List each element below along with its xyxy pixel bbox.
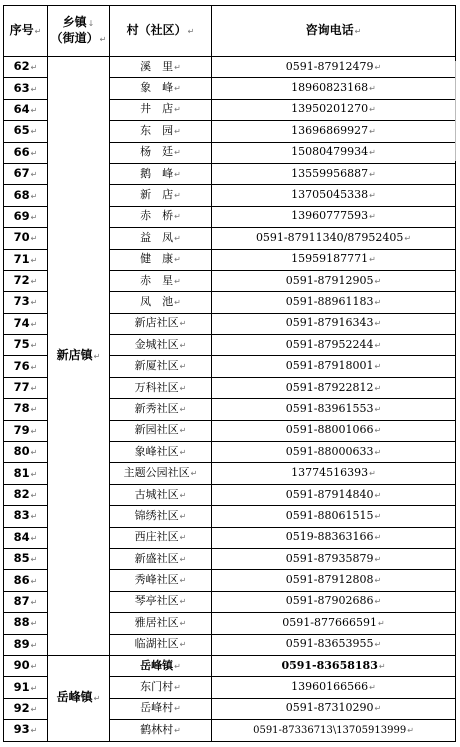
row-number: 90↵ bbox=[4, 655, 48, 676]
village-cell: 秀峰社区↵ bbox=[110, 570, 212, 591]
row-number: 76↵ bbox=[4, 356, 48, 377]
paragraph-mark-icon: ↵ bbox=[174, 62, 181, 72]
paragraph-mark-icon: ↵ bbox=[190, 469, 198, 479]
paragraph-mark-icon: ↵ bbox=[174, 233, 181, 243]
phone-cell: 15080479934↵ bbox=[212, 142, 456, 163]
phone-cell: 0591-87912905↵ bbox=[212, 270, 456, 291]
phone-cell: 13960166566↵ bbox=[212, 677, 456, 698]
row-number: 74↵ bbox=[4, 313, 48, 334]
paragraph-mark-icon: ↵ bbox=[179, 404, 187, 414]
paragraph-mark-icon: ↵ bbox=[174, 276, 181, 286]
paragraph-mark-icon: ↵ bbox=[174, 105, 181, 115]
row-number: 68↵ bbox=[4, 185, 48, 206]
village-cell: 鹤林村↵ bbox=[110, 720, 212, 741]
paragraph-mark-icon: ↵ bbox=[374, 533, 382, 543]
paragraph-mark-icon: ↵ bbox=[30, 191, 38, 201]
row-number: 63↵ bbox=[4, 78, 48, 99]
row-number: 82↵ bbox=[4, 484, 48, 505]
village-cell: 万科社区↵ bbox=[110, 377, 212, 398]
paragraph-mark-icon: ↵ bbox=[30, 597, 38, 607]
header-town: 乡镇↓ （街道）↵ bbox=[48, 6, 110, 57]
village-cell: 临湖社区↵ bbox=[110, 634, 212, 655]
paragraph-mark-icon: ↵ bbox=[174, 661, 181, 671]
paragraph-mark-icon: ↵ bbox=[179, 640, 187, 650]
paragraph-mark-icon: ↵ bbox=[374, 511, 382, 521]
table-row bbox=[4, 655, 456, 676]
row-number: 75↵ bbox=[4, 335, 48, 356]
paragraph-mark-icon: ↵ bbox=[179, 383, 187, 393]
row-number: 93↵ bbox=[4, 720, 48, 741]
paragraph-mark-icon: ↵ bbox=[174, 725, 181, 735]
paragraph-mark-icon: ↵ bbox=[30, 662, 38, 672]
paragraph-mark-icon: ↵ bbox=[179, 319, 187, 329]
paragraph-mark-icon: ↵ bbox=[30, 640, 38, 650]
paragraph-mark-icon: ↵ bbox=[30, 469, 38, 479]
paragraph-mark-icon: ↵ bbox=[30, 63, 38, 73]
paragraph-mark-icon: ↵ bbox=[374, 362, 382, 372]
phone-cell: 0591-83658183↵ bbox=[212, 655, 456, 676]
row-number: 79↵ bbox=[4, 420, 48, 441]
village-cell: 赤 桥↵ bbox=[110, 206, 212, 227]
village-cell: 东门村↵ bbox=[110, 677, 212, 698]
paragraph-mark-icon: ↵ bbox=[374, 340, 382, 350]
row-number: 92↵ bbox=[4, 698, 48, 719]
paragraph-mark-icon: ↵ bbox=[30, 298, 38, 308]
village-cell: 古城社区↵ bbox=[110, 484, 212, 505]
paragraph-mark-icon: ↵ bbox=[378, 661, 386, 671]
phone-cell: 0591-87911340/87952405↵ bbox=[212, 228, 456, 249]
paragraph-mark-icon: ↵ bbox=[93, 694, 101, 704]
paragraph-mark-icon: ↵ bbox=[174, 297, 181, 307]
village-cell: 金城社区↵ bbox=[110, 335, 212, 356]
paragraph-mark-icon: ↵ bbox=[369, 169, 376, 179]
phone-cell: 0591-87914840↵ bbox=[212, 484, 456, 505]
paragraph-mark-icon: ↵ bbox=[374, 704, 382, 714]
phone-cell: 0591-87952244↵ bbox=[212, 335, 456, 356]
row-number: 80↵ bbox=[4, 442, 48, 463]
paragraph-mark-icon: ↵ bbox=[374, 319, 382, 329]
phone-cell: 13960777593↵ bbox=[212, 206, 456, 227]
phone-cell: 0591-877666591↵ bbox=[212, 613, 456, 634]
paragraph-mark-icon: ↵ bbox=[30, 683, 38, 693]
row-number: 62↵ bbox=[4, 57, 48, 78]
paragraph-mark-icon: ↵ bbox=[174, 683, 181, 693]
paragraph-mark-icon: ↵ bbox=[374, 426, 382, 436]
contact-table-sheet bbox=[3, 5, 455, 742]
paragraph-mark-icon: ↵ bbox=[369, 212, 376, 222]
paragraph-mark-icon: ↵ bbox=[374, 383, 382, 393]
paragraph-mark-icon: ↵ bbox=[369, 683, 376, 693]
paragraph-mark-icon: ↵ bbox=[174, 84, 181, 94]
header-row bbox=[4, 6, 456, 57]
paragraph-mark-icon: ↵ bbox=[369, 84, 376, 94]
row-number: 73↵ bbox=[4, 292, 48, 313]
village-cell: 新 店↵ bbox=[110, 185, 212, 206]
phone-cell: 0591-88001066↵ bbox=[212, 420, 456, 441]
village-cell: 新秀社区↵ bbox=[110, 399, 212, 420]
row-number: 88↵ bbox=[4, 613, 48, 634]
phone-cell: 18960823168↵ bbox=[212, 78, 456, 99]
village-cell: 岳峰村↵ bbox=[110, 698, 212, 719]
phone-cell: 0591-87310290↵ bbox=[212, 698, 456, 719]
paragraph-mark-icon: ↵ bbox=[179, 340, 187, 350]
village-cell: 凤 池↵ bbox=[110, 292, 212, 313]
paragraph-mark-icon: ↵ bbox=[374, 554, 382, 564]
phone-cell: 0591-87902686↵ bbox=[212, 591, 456, 612]
paragraph-mark-icon: ↵ bbox=[374, 62, 382, 72]
paragraph-mark-icon: ↵ bbox=[179, 362, 187, 372]
phone-cell: 0591-88961183↵ bbox=[212, 292, 456, 313]
paragraph-mark-icon: ↵ bbox=[30, 426, 38, 436]
paragraph-mark-icon: ↵ bbox=[374, 576, 382, 586]
paragraph-mark-icon: ↵ bbox=[30, 170, 38, 180]
right-edge-line bbox=[455, 61, 456, 161]
paragraph-mark-icon: ↵ bbox=[404, 233, 412, 243]
phone-cell: 0591-87912808↵ bbox=[212, 570, 456, 591]
phone-cell: 0519-88363166↵ bbox=[212, 527, 456, 548]
row-number: 72↵ bbox=[4, 270, 48, 291]
phone-cell: 0591-88000633↵ bbox=[212, 442, 456, 463]
paragraph-mark-icon: ↵ bbox=[30, 148, 38, 158]
row-number: 81↵ bbox=[4, 463, 48, 484]
phone-cell: 13559956887↵ bbox=[212, 163, 456, 184]
header-no: 序号↵ bbox=[4, 6, 48, 57]
paragraph-mark-icon: ↵ bbox=[30, 362, 38, 372]
village-cell: 新厦社区↵ bbox=[110, 356, 212, 377]
phone-cell: 0591-87935879↵ bbox=[212, 548, 456, 569]
paragraph-mark-icon: ↵ bbox=[30, 726, 38, 736]
paragraph-mark-icon: ↵ bbox=[374, 297, 382, 307]
paragraph-mark-icon: ↵ bbox=[174, 126, 181, 136]
paragraph-mark-icon: ↵ bbox=[369, 126, 376, 136]
paragraph-mark-icon: ↵ bbox=[174, 212, 181, 222]
paragraph-mark-icon: ↵ bbox=[179, 426, 187, 436]
row-number: 77↵ bbox=[4, 377, 48, 398]
phone-cell: 13696869927↵ bbox=[212, 121, 456, 142]
town-cell: 新店镇↵ bbox=[48, 57, 110, 656]
phone-cell: 0591-87336713\13705913999↵ bbox=[212, 720, 456, 741]
paragraph-mark-icon: ↵ bbox=[179, 597, 187, 607]
paragraph-mark-icon: ↵ bbox=[369, 191, 376, 201]
row-number: 64↵ bbox=[4, 99, 48, 120]
row-number: 87↵ bbox=[4, 591, 48, 612]
paragraph-mark-icon: ↵ bbox=[30, 491, 38, 500]
paragraph-mark-icon: ↵ bbox=[30, 704, 38, 714]
row-number: 91↵ bbox=[4, 677, 48, 698]
village-cell: 象峰社区↵ bbox=[110, 442, 212, 463]
row-number: 69↵ bbox=[4, 206, 48, 227]
village-cell: 雅居社区↵ bbox=[110, 613, 212, 634]
village-cell: 主题公园社区↵ bbox=[110, 463, 212, 484]
village-cell: 西庄社区↵ bbox=[110, 527, 212, 548]
paragraph-mark-icon: ↵ bbox=[174, 191, 181, 201]
paragraph-mark-icon: ↵ bbox=[179, 490, 187, 500]
village-cell: 杨 廷↵ bbox=[110, 142, 212, 163]
row-number: 70↵ bbox=[4, 228, 48, 249]
paragraph-mark-icon: ↵ bbox=[30, 212, 38, 222]
phone-cell: 0591-87916343↵ bbox=[212, 313, 456, 334]
phone-cell: 13950201270↵ bbox=[212, 99, 456, 120]
row-number: 78↵ bbox=[4, 399, 48, 420]
paragraph-mark-icon: ↵ bbox=[369, 105, 376, 115]
paragraph-mark-icon: ↵ bbox=[369, 255, 376, 265]
phone-cell: 0591-83961553↵ bbox=[212, 399, 456, 420]
town-cell: 岳峰镇↵ bbox=[48, 655, 110, 741]
paragraph-mark-icon: ↵ bbox=[30, 405, 38, 415]
row-number: 89↵ bbox=[4, 634, 48, 655]
phone-cell: 13774516393↵ bbox=[212, 463, 456, 484]
village-cell: 琴亭社区↵ bbox=[110, 591, 212, 612]
header-village: 村（社区）↵ bbox=[110, 6, 212, 57]
paragraph-mark-icon: ↵ bbox=[179, 511, 187, 521]
paragraph-mark-icon: ↵ bbox=[374, 404, 382, 414]
paragraph-mark-icon: ↵ bbox=[179, 554, 187, 564]
paragraph-mark-icon: ↵ bbox=[30, 255, 38, 265]
phone-cell: 0591-87922812↵ bbox=[212, 377, 456, 398]
paragraph-mark-icon: ↵ bbox=[407, 725, 414, 735]
paragraph-mark-icon: ↵ bbox=[179, 447, 187, 457]
paragraph-mark-icon: ↵ bbox=[374, 597, 382, 607]
paragraph-mark-icon: ↵ bbox=[30, 555, 38, 565]
paragraph-mark-icon: ↵ bbox=[174, 169, 181, 179]
row-number: 84↵ bbox=[4, 527, 48, 548]
village-cell: 健 康↵ bbox=[110, 249, 212, 270]
paragraph-mark-icon: ↵ bbox=[93, 351, 101, 361]
paragraph-mark-icon: ↵ bbox=[374, 447, 382, 457]
paragraph-mark-icon: ↵ bbox=[30, 619, 38, 629]
phone-cell: 0591-88061515↵ bbox=[212, 506, 456, 527]
paragraph-mark-icon: ↵ bbox=[30, 512, 38, 522]
header-phone: 咨询电话↵ bbox=[212, 6, 456, 57]
paragraph-mark-icon: ↵ bbox=[179, 618, 187, 628]
village-cell: 锦绣社区↵ bbox=[110, 506, 212, 527]
paragraph-mark-icon: ↵ bbox=[174, 255, 181, 265]
paragraph-mark-icon: ↵ bbox=[374, 640, 382, 650]
paragraph-mark-icon: ↵ bbox=[30, 341, 38, 351]
paragraph-mark-icon: ↵ bbox=[30, 127, 38, 137]
row-number: 83↵ bbox=[4, 506, 48, 527]
row-number: 71↵ bbox=[4, 249, 48, 270]
village-cell: 岳峰镇↵ bbox=[110, 655, 212, 676]
paragraph-mark-icon: ↵ bbox=[30, 84, 38, 94]
paragraph-mark-icon: ↵ bbox=[30, 234, 38, 244]
village-cell: 东 园↵ bbox=[110, 121, 212, 142]
village-cell: 溪 里↵ bbox=[110, 57, 212, 78]
paragraph-mark-icon: ↵ bbox=[30, 277, 38, 287]
paragraph-mark-icon: ↵ bbox=[30, 533, 38, 543]
paragraph-mark-icon: ↵ bbox=[174, 148, 181, 158]
paragraph-mark-icon: ↵ bbox=[30, 384, 38, 394]
phone-cell: 13705045338↵ bbox=[212, 185, 456, 206]
row-number: 67↵ bbox=[4, 163, 48, 184]
row-number: 66↵ bbox=[4, 142, 48, 163]
paragraph-mark-icon: ↵ bbox=[374, 276, 382, 286]
paragraph-mark-icon: ↵ bbox=[30, 105, 38, 115]
row-number: 85↵ bbox=[4, 548, 48, 569]
village-cell: 新盛社区↵ bbox=[110, 548, 212, 569]
paragraph-mark-icon: ↵ bbox=[378, 618, 385, 628]
village-cell: 新店社区↵ bbox=[110, 313, 212, 334]
village-cell: 井 店↵ bbox=[110, 99, 212, 120]
village-cell: 鹅 峰↵ bbox=[110, 163, 212, 184]
phone-cell: 0591-87912479↵ bbox=[212, 57, 456, 78]
paragraph-mark-icon: ↵ bbox=[179, 576, 187, 586]
paragraph-mark-icon: ↵ bbox=[30, 448, 38, 458]
paragraph-mark-icon: ↵ bbox=[369, 148, 376, 158]
paragraph-mark-icon: ↵ bbox=[369, 469, 376, 479]
paragraph-mark-icon: ↵ bbox=[174, 704, 181, 714]
paragraph-mark-icon: ↵ bbox=[30, 319, 38, 329]
phone-cell: 0591-87918001↵ bbox=[212, 356, 456, 377]
phone-cell: 15959187771↵ bbox=[212, 249, 456, 270]
paragraph-mark-icon: ↵ bbox=[179, 533, 187, 543]
phone-cell: 0591-83653955↵ bbox=[212, 634, 456, 655]
contact-table bbox=[3, 5, 456, 742]
village-cell: 益 凤↵ bbox=[110, 228, 212, 249]
paragraph-mark-icon: ↵ bbox=[374, 490, 382, 500]
village-cell: 新园社区↵ bbox=[110, 420, 212, 441]
village-cell: 赤 星↵ bbox=[110, 270, 212, 291]
row-number: 65↵ bbox=[4, 121, 48, 142]
table-row bbox=[4, 57, 456, 78]
village-cell: 象 峰↵ bbox=[110, 78, 212, 99]
row-number: 86↵ bbox=[4, 570, 48, 591]
paragraph-mark-icon: ↵ bbox=[30, 576, 38, 586]
